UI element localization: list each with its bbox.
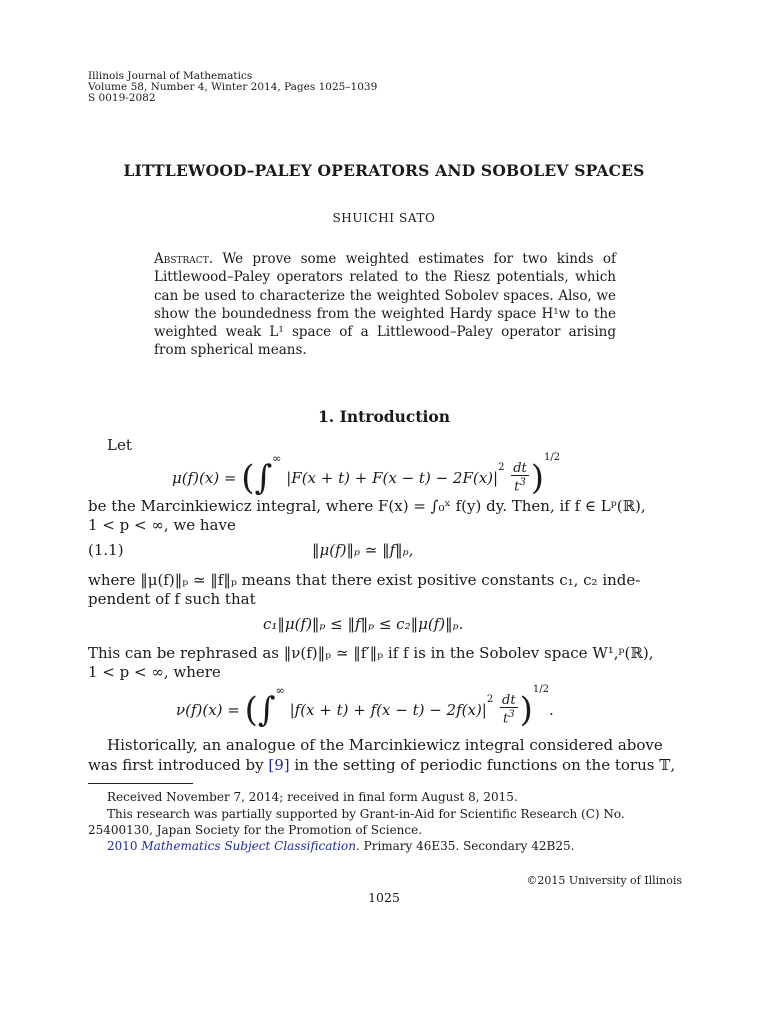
journal-name: Illinois Journal of Mathematics bbox=[88, 70, 253, 82]
abstract bbox=[154, 250, 616, 360]
footnote-msc: 2010 Mathematics Subject Classification. Primary 46E35. Secondary 42B25. bbox=[107, 839, 575, 853]
text-where-1: where ‖μ(f)‖ₚ ≃ ‖f‖ₚ means that there exist positive constants c₁, c₂ inde- bbox=[88, 571, 641, 589]
integral-sign: ∫ bbox=[257, 690, 276, 730]
equation-1-1: ‖μ(f)‖ₚ ≃ ‖f‖ₚ, bbox=[312, 541, 414, 559]
fraction-dt-t3: $\frac{dt}{t^3}$ bbox=[502, 693, 516, 727]
fraction-dt-t3: $\frac{dt}{t^3}$ bbox=[513, 461, 527, 495]
integral-sign: ∫ bbox=[254, 458, 273, 498]
equation-nu-lhs: ν(f)(x) = bbox=[176, 701, 240, 719]
abstract-label: Abstract. bbox=[154, 251, 213, 267]
journal-issn: S 0019-2082 bbox=[88, 92, 156, 104]
paren-left: ( bbox=[241, 458, 255, 498]
text-introduced: was first introduced by [9] in the setting of periodic functions on the torus 𝕋, bbox=[88, 756, 676, 774]
footnote-support-2: 25400130, Japan Society for the Promotion of Science. bbox=[88, 823, 423, 837]
footnote-support-1: This research was partially supported by Grant-in-Aid for Scientific Research (C) No. bbox=[107, 807, 625, 821]
integral-upper: ∞ bbox=[272, 452, 282, 465]
equation-number: (1.1) bbox=[88, 541, 124, 559]
equation-bounds: c₁‖μ(f)‖ₚ ≤ ‖f‖ₚ ≤ c₂‖μ(f)‖ₚ. bbox=[263, 615, 464, 633]
text-p-range-2: 1 < p < ∞, where bbox=[88, 663, 221, 681]
text-p-range-1: 1 < p < ∞, we have bbox=[88, 516, 236, 534]
equation-mu: μ(f)(x) = (∫∞ $|F(x + t) + F(x - t) - 2F(x)|^2$ $\frac{dt}{t^3}$ )$^{1/2}$ bbox=[172, 452, 561, 498]
paper-title: LITTLEWOOD–PALEY OPERATORS AND SOBOLEV SPACES bbox=[123, 161, 645, 180]
text-let: Let bbox=[107, 436, 132, 454]
text-rephrased: This can be rephrased as ‖ν(f)‖ₚ ≃ ‖f′‖ₚ if f is in the Sobolev space W¹,ᵖ(ℝ), bbox=[88, 644, 654, 662]
copyright: ©2015 University of Illinois bbox=[526, 874, 682, 887]
equation-nu-integrand: |f(x + t) + f(x − t) − 2f(x)| bbox=[289, 701, 487, 719]
equation-mu-lhs: μ(f)(x) = bbox=[172, 469, 237, 487]
journal-volume: Volume 58, Number 4, Winter 2014, Pages 1025–1039 bbox=[88, 81, 378, 93]
msc-year-link[interactable]: 2010 bbox=[107, 839, 138, 853]
footnote-received: Received November 7, 2014; received in final form August 8, 2015. bbox=[107, 790, 518, 804]
equation-nu: ν(f)(x) = (∫∞ $|f(x + t) + f(x - t) - 2f(x)|^2$ $\frac{dt}{t^3}$ )$^{1/2}$. bbox=[176, 684, 554, 730]
paper-author: SHUICHI SATO bbox=[332, 211, 436, 225]
journal-header bbox=[88, 71, 377, 104]
text-where-2: pendent of f such that bbox=[88, 590, 256, 608]
abstract-text: We prove some weighted estimates for two kinds of Littlewood–Paley operators related to the Riesz potentials, which can be used to characterize the weighted Sobolev spaces. Also, we show the boundedness from the weighted Hardy space H¹w to the weighted weak L¹ space of a Littlewood–Paley operator arising from spherical means. bbox=[154, 251, 616, 359]
msc-link[interactable]: Mathematics Subject Classification bbox=[141, 839, 356, 853]
footnote-rule bbox=[88, 783, 193, 784]
page-number: 1025 bbox=[368, 890, 400, 905]
equation-mu-integrand: |F(x + t) + F(x − t) − 2F(x)| bbox=[286, 469, 499, 487]
text-historically: Historically, an analogue of the Marcinkiewicz integral considered above bbox=[107, 736, 663, 754]
text-marcinkiewicz: be the Marcinkiewicz integral, where F(x) = ∫₀ˣ f(y) dy. Then, if f ∈ Lᵖ(ℝ), bbox=[88, 497, 646, 515]
section-heading: 1. Introduction bbox=[318, 407, 450, 426]
citation-link[interactable]: [9] bbox=[268, 756, 290, 774]
